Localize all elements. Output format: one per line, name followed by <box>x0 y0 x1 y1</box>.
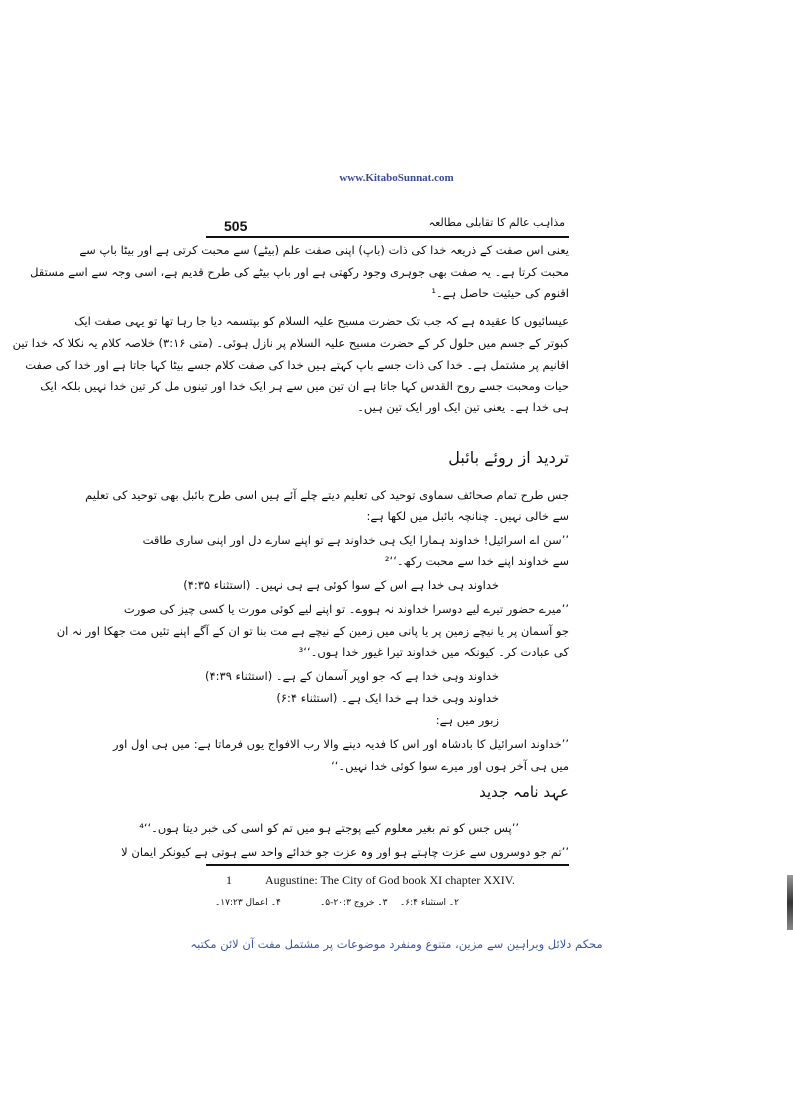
text-line: ہی خدا ہے۔ یعنی تین ایک اور ایک تین ہیں۔ <box>357 400 569 414</box>
text-line: کبوتر کے جسم میں حلول کر کے حضرت مسیح علیہ السلام پر نازل ہوئی۔ (متی ۳:۱۶) خلاصہ کلام یہ نکلا کہ خدا تین <box>12 336 569 350</box>
text-line: اقنوم کی حیثیت حاصل ہے۔¹ <box>431 286 569 300</box>
footnote-ref: ۴۔ اعمال ۱۷:۲۳۔ <box>215 898 281 908</box>
footnote-1: Augustine: The City of God book XI chapter XXIV. <box>265 873 515 887</box>
quote-line: سے خداوند اپنے خدا سے محبت رکھ۔‘‘² <box>384 554 569 568</box>
text-line: محبت کرتا ہے۔ یہ صفت بھی جوہری وجود رکھتی ہے اور باپ بیٹے کی طرح قدیم ہے، اسی وجہ سے اسے مستقل <box>30 265 569 279</box>
verse-line: خداوند وہی خدا ہے خدا ایک ہے۔ (استثناء ۶:۴) <box>276 691 499 705</box>
quote-line: ’’خداوند اسرائیل کا بادشاہ اور اس کا فدیہ دینے والا رب الافواج یوں فرماتا ہے: میں ہی اول اور <box>113 737 569 751</box>
quote-line: ’’میرے حضور تیرے لیے دوسرا خداوند نہ ہووے۔ تو اپنے لیے کوئی مورت یا کسی چیز کی صورت <box>123 602 569 616</box>
watermark-url: www.KitaboSunnat.com <box>339 172 454 184</box>
quote-line: ’’تم جو دوسروں سے عزت چاہتے ہو اور وہ عزت جو خدائے واحد سے ہوتی ہے کیونکر ایمان لا <box>121 845 569 859</box>
verse-line: خداوند وہی خدا ہے کہ جو اوپر آسمان کے ہے۔ (استثناء ۴:۳۹) <box>205 669 499 683</box>
running-title: مذاہب عالم کا تقابلی مطالعہ <box>428 216 565 229</box>
bottom-banner: محکم دلائل وبراہین سے مزین، متنوع ومنفرد موضوعات پر مشتمل مفت آن لائن مکتبہ <box>190 937 603 951</box>
quote-line: جو آسمان پر یا نیچے زمین پر یا پانی میں زمین کے نیچے ہے مت بنا تو ان کے آگے اپنے تئیں مت جھکا اور نہ ان <box>56 624 569 638</box>
page-number: 505 <box>224 218 248 234</box>
quote-line: ’’پس جس کو تم بغیر معلوم کیے پوجتے ہو میں تم کو اسی کی خبر دیتا ہوں۔‘‘⁴ <box>139 821 519 835</box>
text-line: حیات ومحبت جسے روح القدس کہا جاتا ہے ان تین میں سے ہر ایک خدا اور تینوں مل کر تین خدا نہیں بلکہ ایک <box>40 379 569 393</box>
footnote-rule <box>206 864 569 866</box>
text-line: جس طرح تمام صحائف سماوی توحید کی تعلیم دیتے چلے آئے ہیں اسی طرح بائبل بھی توحید کی تعلیم <box>85 488 569 502</box>
text-line: یعنی اس صفت کے ذریعہ خدا کی ذات (باپ) اپنی صفت علم (بیٹے) سے محبت کرتی ہے اور بیٹا باپ سے <box>79 243 569 257</box>
header-rule <box>206 236 569 238</box>
quote-line: میں ہی آخر ہوں اور میرے سوا کوئی خدا نہیں۔‘‘ <box>331 759 569 773</box>
section-heading: عہد نامہ جدید <box>479 783 569 801</box>
text-line: زبور میں ہے: <box>435 713 499 727</box>
quote-line: کی عبادت کر۔ کیونکہ میں خداوند تیرا غیور خدا ہوں۔‘‘³ <box>298 645 569 659</box>
footnote-ref: ۲۔ استثناء ۶:۴۔ <box>400 898 459 908</box>
text-line: سے خالی نہیں۔ چنانچہ بائبل میں لکھا ہے: <box>366 509 569 523</box>
verse-line: خداوند ہی خدا ہے اس کے سوا کوئی ہے ہی نہیں۔ (استثناء ۴:۳۵) <box>183 578 499 592</box>
quote-line: ’’سن اے اسرائیل! خداوند ہمارا ایک ہی خداوند ہے تو اپنے سارے دل اور اپنی ساری طاقت <box>142 533 569 547</box>
text-line: عیسائیوں کا عقیدہ ہے کہ جب تک حضرت مسیح علیہ السلام کو بپتسمہ دیا جا رہا تھا تو یہی صفت ایک <box>74 314 569 328</box>
section-heading: تردید از روئے بائبل <box>448 448 569 467</box>
footnote-ref: ۳۔ خروج ۲۰:۳-۵۔ <box>320 898 388 908</box>
scan-edge <box>787 875 793 930</box>
text-line: اقانیم پر مشتمل ہے۔ خدا کی ذات جسے باپ کہتے ہیں خدا کی صفت کلام جسے بیٹا کہا جاتا ہے اور خدا کی صفت <box>25 358 569 372</box>
footnote-marker: 1 <box>226 873 232 887</box>
